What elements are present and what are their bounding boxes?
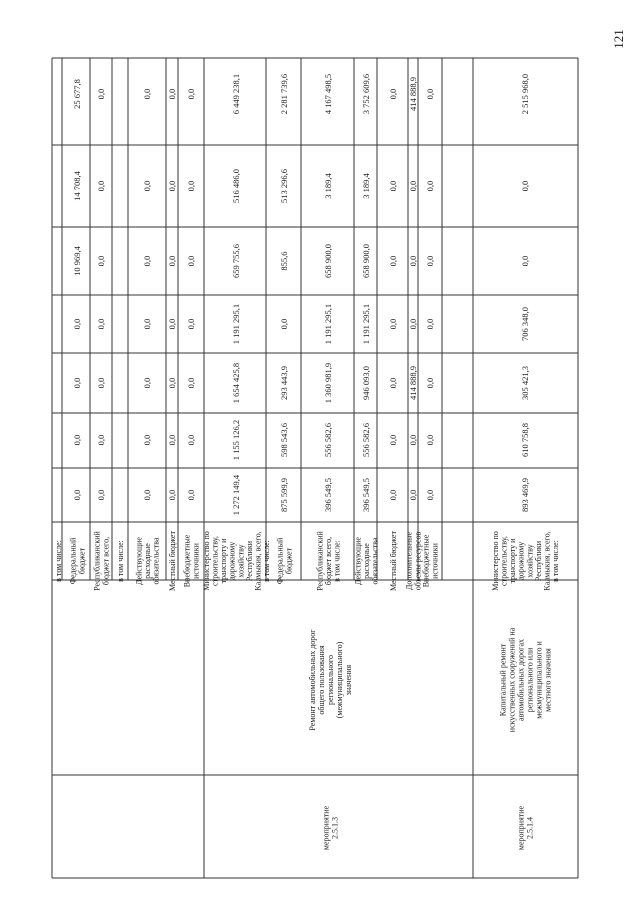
value-r9-3-line: 1 191 295,1 bbox=[323, 303, 333, 345]
value-r9-4-line: 1 360 981,9 bbox=[323, 362, 333, 404]
value-r5-4-line: 0,0 bbox=[167, 377, 177, 389]
source-label-r9 bbox=[315, 531, 341, 591]
value-r11-2 bbox=[388, 256, 398, 267]
value-r11-5-line: 0,0 bbox=[388, 434, 398, 446]
value-r11-2-line: 0,0 bbox=[388, 255, 398, 267]
value-r8-6-line: 875 599,9 bbox=[279, 478, 289, 512]
value-r9-6-line: 396 549,5 bbox=[323, 478, 333, 512]
value-r1-1 bbox=[72, 170, 82, 201]
value-r4-1-line: 0,0 bbox=[142, 180, 152, 192]
value-r11-3-line: 0,0 bbox=[388, 318, 398, 330]
value-r6-0-line: 0,0 bbox=[186, 88, 196, 100]
source-label-r10-line: обязательства bbox=[370, 537, 380, 585]
measure-name-2-5-1-4-line: искусственных сооружений на bbox=[507, 627, 517, 733]
value-r5-1 bbox=[167, 181, 177, 192]
source-label-r1-line: Федеральный bbox=[68, 537, 78, 585]
page-number-text: 121 bbox=[611, 29, 626, 49]
value-r5-0 bbox=[167, 89, 177, 100]
value-r7-0 bbox=[231, 74, 241, 114]
value-r9-4 bbox=[323, 363, 333, 403]
value-r12-3-line: 0,0 bbox=[408, 318, 418, 330]
value-r9-3 bbox=[323, 304, 333, 344]
source-label-r14-line: строительству, bbox=[499, 536, 509, 586]
value-r2-1 bbox=[96, 181, 106, 192]
measure-name-2-5-1-4-line: межмуниципального и bbox=[534, 641, 544, 719]
source-label-r6 bbox=[183, 534, 201, 587]
source-label-r14-line: Республики bbox=[533, 540, 543, 582]
value-r10-0-line: 3 752 609,6 bbox=[361, 73, 371, 115]
value-r12-1-line: 0,0 bbox=[408, 180, 418, 192]
source-label-r12-line: Дополнительные bbox=[404, 531, 414, 591]
value-r5-2 bbox=[167, 256, 177, 267]
value-r14-0-line: 2 515 968,0 bbox=[520, 73, 530, 115]
source-label-r0 bbox=[54, 540, 63, 582]
value-r2-0-line: 0,0 bbox=[96, 88, 106, 100]
source-label-r9-line: в том числе: bbox=[332, 540, 342, 582]
value-r1-5 bbox=[72, 435, 82, 446]
value-r6-3-line: 0,0 bbox=[186, 318, 196, 330]
measure-name-2-5-1-3-line: регионального bbox=[326, 654, 335, 706]
value-r2-5-line: 0,0 bbox=[96, 434, 106, 446]
source-label-r14-line: в том числе: bbox=[551, 540, 561, 582]
measure-code-2-5-1-4 bbox=[517, 805, 535, 850]
value-r4-6 bbox=[142, 490, 152, 501]
source-label-r14-line: хозяйству bbox=[525, 544, 535, 578]
source-label-r1 bbox=[69, 537, 87, 584]
value-r14-6-line: 893 469,9 bbox=[520, 478, 530, 512]
value-r10-6-line: 396 549,5 bbox=[361, 478, 371, 512]
value-r7-1-line: 516 486,0 bbox=[231, 169, 241, 203]
source-label-r14-line: дорожному bbox=[516, 541, 526, 581]
value-r7-2 bbox=[231, 244, 241, 278]
value-r14-4-line: 305 421,3 bbox=[520, 366, 530, 400]
value-r14-5 bbox=[520, 423, 530, 457]
value-r8-2 bbox=[279, 251, 289, 270]
value-r4-6-line: 0,0 bbox=[142, 489, 152, 501]
value-r12-0-line: 414 888,9 bbox=[408, 77, 418, 111]
value-r9-5 bbox=[323, 423, 333, 457]
value-r2-1-line: 0,0 bbox=[96, 180, 106, 192]
value-r1-3 bbox=[72, 319, 82, 330]
value-r14-6 bbox=[520, 478, 530, 512]
value-r10-4-line: 946 093,0 bbox=[361, 366, 371, 400]
value-r14-3-line: 706 348,0 bbox=[520, 307, 530, 341]
source-label-r12 bbox=[405, 532, 423, 591]
value-r1-4-line: 0,0 bbox=[72, 377, 82, 389]
value-r9-6 bbox=[323, 478, 333, 512]
source-label-r2-line: Республиканский bbox=[92, 531, 102, 591]
source-label-r3-line: в том числе: bbox=[116, 540, 125, 582]
value-r1-0-line: 25 677,8 bbox=[72, 79, 82, 109]
source-label-r9-line: Республиканский bbox=[315, 531, 325, 591]
value-r11-6-line: 0,0 bbox=[388, 489, 398, 501]
value-r7-0-line: 6 449 238,1 bbox=[231, 73, 241, 115]
value-r12-3 bbox=[408, 319, 418, 330]
value-r6-1 bbox=[186, 181, 196, 192]
value-r2-6 bbox=[96, 490, 106, 501]
value-r13-1 bbox=[425, 181, 435, 192]
value-r9-0-line: 4 167 498,5 bbox=[323, 73, 333, 115]
value-r2-3 bbox=[96, 319, 106, 330]
measure-name-2-5-1-3 bbox=[308, 629, 353, 731]
value-r4-4-line: 0,0 bbox=[142, 377, 152, 389]
value-r5-3-line: 0,0 bbox=[167, 318, 177, 330]
value-r2-2 bbox=[96, 256, 106, 267]
value-r12-5-line: 0,0 bbox=[408, 434, 418, 446]
measure-name-2-5-1-4 bbox=[499, 627, 553, 732]
source-label-r7-line: строительству, bbox=[210, 536, 220, 586]
value-r12-4-line: 414 888,9 bbox=[408, 366, 418, 400]
source-label-r7-line: Министерство по bbox=[201, 531, 211, 591]
value-r4-2-line: 0,0 bbox=[142, 255, 152, 267]
value-r14-5-line: 610 758,8 bbox=[520, 423, 530, 457]
source-label-r3 bbox=[116, 540, 125, 582]
value-r12-2-line: 0,0 bbox=[408, 255, 418, 267]
value-r7-3-line: 1 191 295,1 bbox=[231, 303, 241, 345]
source-label-r6-line: источники bbox=[191, 543, 201, 579]
value-r2-3-line: 0,0 bbox=[96, 318, 106, 330]
value-r11-3 bbox=[388, 319, 398, 330]
value-r5-6-line: 0,0 bbox=[167, 489, 177, 501]
measure-code-2-5-1-3-line: 2.5.1.3 bbox=[330, 817, 340, 839]
source-label-r14-line: Калмыкия, всего, bbox=[542, 531, 552, 591]
value-r10-2 bbox=[361, 244, 371, 278]
measure-code-2-5-1-3-line: мероприятие bbox=[321, 805, 331, 851]
source-label-r7-line: хозяйству bbox=[236, 544, 246, 578]
value-r4-3 bbox=[142, 319, 152, 330]
value-r10-4 bbox=[361, 366, 371, 400]
measure-name-2-5-1-3-line: Ремонт автомобильных дорог bbox=[308, 629, 317, 731]
value-r13-5-line: 0,0 bbox=[425, 434, 435, 446]
value-r8-0-line: 2 281 739,6 bbox=[279, 73, 289, 115]
measure-name-2-5-1-3-line: общего пользования bbox=[317, 645, 326, 715]
value-r12-4 bbox=[408, 366, 418, 400]
value-r6-5 bbox=[186, 435, 196, 446]
value-r10-6 bbox=[361, 478, 371, 512]
source-label-r7-line: Калмыкия, всего, bbox=[253, 531, 263, 591]
value-r13-5 bbox=[425, 435, 435, 446]
value-r5-1-line: 0,0 bbox=[167, 180, 177, 192]
value-r14-2 bbox=[520, 256, 530, 267]
source-label-r6-line: Внебюджетные bbox=[182, 534, 192, 588]
value-r5-6 bbox=[167, 490, 177, 501]
source-label-r2-line: бюджет всего, bbox=[101, 536, 111, 586]
value-r9-2-line: 658 900,0 bbox=[323, 244, 333, 278]
value-r5-5 bbox=[167, 435, 177, 446]
value-r1-6-line: 0,0 bbox=[72, 489, 82, 501]
measure-name-2-5-1-4-line: автомобильных дорогах bbox=[516, 639, 526, 721]
source-label-r1-line: бюджет bbox=[77, 547, 87, 575]
value-r10-5 bbox=[361, 423, 371, 457]
value-r2-6-line: 0,0 bbox=[96, 489, 106, 501]
value-r13-0 bbox=[425, 89, 435, 100]
value-r7-3 bbox=[231, 304, 241, 344]
value-r13-4-line: 0,0 bbox=[425, 377, 435, 389]
value-r2-4-line: 0,0 bbox=[96, 377, 106, 389]
value-r13-2-line: 0,0 bbox=[425, 255, 435, 267]
value-r1-5-line: 0,0 bbox=[72, 434, 82, 446]
value-r1-3-line: 0,0 bbox=[72, 318, 82, 330]
value-r1-6 bbox=[72, 490, 82, 501]
source-label-r11-line: Местный бюджет bbox=[389, 531, 398, 591]
value-r4-4 bbox=[142, 378, 152, 389]
value-r14-0 bbox=[520, 74, 530, 114]
value-r7-1 bbox=[231, 169, 241, 203]
value-r2-4 bbox=[96, 378, 106, 389]
value-r12-5 bbox=[408, 435, 418, 446]
value-r9-5-line: 556 582,6 bbox=[323, 423, 333, 457]
value-r6-2-line: 0,0 bbox=[186, 255, 196, 267]
value-r2-5 bbox=[96, 435, 106, 446]
value-r8-1 bbox=[279, 169, 289, 203]
value-r8-4-line: 293 443,9 bbox=[279, 366, 289, 400]
value-r14-4 bbox=[520, 366, 530, 400]
value-r6-4-line: 0,0 bbox=[186, 377, 196, 389]
value-r6-0 bbox=[186, 89, 196, 100]
value-r11-0-line: 0,0 bbox=[388, 88, 398, 100]
value-r7-4 bbox=[231, 363, 241, 403]
value-r8-1-line: 513 296,6 bbox=[279, 169, 289, 203]
value-r4-5-line: 0,0 bbox=[142, 434, 152, 446]
value-r13-1-line: 0,0 bbox=[425, 180, 435, 192]
source-label-r10 bbox=[353, 537, 379, 585]
value-r6-5-line: 0,0 bbox=[186, 434, 196, 446]
value-r9-0 bbox=[323, 74, 333, 114]
value-r12-1 bbox=[408, 181, 418, 192]
value-r5-0-line: 0,0 bbox=[167, 88, 177, 100]
value-r8-5-line: 598 543,6 bbox=[279, 423, 289, 457]
value-r5-3 bbox=[167, 319, 177, 330]
source-label-r4-line: Действующие bbox=[134, 537, 144, 585]
value-r13-4 bbox=[425, 378, 435, 389]
value-r2-0 bbox=[96, 89, 106, 100]
value-r1-0 bbox=[72, 79, 82, 109]
source-label-r4 bbox=[134, 537, 160, 585]
source-label-r8-line: бюджет bbox=[284, 547, 294, 575]
value-r8-5 bbox=[279, 423, 289, 457]
source-label-r7 bbox=[202, 531, 271, 591]
value-r7-2-line: 659 755,6 bbox=[231, 244, 241, 278]
value-r10-3 bbox=[361, 304, 371, 344]
value-r9-1-line: 3 189,4 bbox=[323, 173, 333, 199]
source-label-r4-line: обязательства bbox=[151, 537, 161, 585]
value-r4-1 bbox=[142, 181, 152, 192]
source-label-r7-line: транспорту и bbox=[219, 538, 229, 584]
value-r4-5 bbox=[142, 435, 152, 446]
source-label-r14 bbox=[491, 531, 560, 591]
value-r10-3-line: 1 191 295,1 bbox=[361, 303, 371, 345]
measure-name-2-5-1-3-line: значения bbox=[344, 664, 353, 696]
value-r6-4 bbox=[186, 378, 196, 389]
value-r8-6 bbox=[279, 478, 289, 512]
value-r11-4-line: 0,0 bbox=[388, 377, 398, 389]
value-r12-2 bbox=[408, 256, 418, 267]
value-r5-2-line: 0,0 bbox=[167, 255, 177, 267]
value-r1-1-line: 14 708,4 bbox=[72, 171, 82, 201]
value-r11-1-line: 0,0 bbox=[388, 180, 398, 192]
value-r12-6-line: 0,0 bbox=[408, 489, 418, 501]
value-r9-1 bbox=[323, 173, 333, 199]
value-r4-3-line: 0,0 bbox=[142, 318, 152, 330]
value-r13-2 bbox=[425, 256, 435, 267]
source-label-r12-line: объемы ресурсов bbox=[413, 531, 423, 591]
value-r8-4 bbox=[279, 366, 289, 400]
source-label-r9-line: бюджет всего, bbox=[324, 536, 333, 586]
value-r14-1 bbox=[520, 181, 530, 192]
source-label-r7-line: дорожному bbox=[227, 541, 237, 581]
value-r4-2 bbox=[142, 256, 152, 267]
value-r10-0 bbox=[361, 74, 371, 114]
value-r9-2 bbox=[323, 244, 333, 278]
measure-name-2-5-1-4-line: регионального или bbox=[525, 647, 535, 713]
value-r1-2-line: 10 969,4 bbox=[72, 246, 82, 276]
value-r11-1 bbox=[388, 181, 398, 192]
value-r8-2-line: 855,6 bbox=[279, 251, 289, 271]
value-r6-6 bbox=[186, 490, 196, 501]
value-r14-1-line: 0,0 bbox=[520, 180, 530, 192]
source-label-r10-line: Действующие bbox=[353, 537, 363, 585]
value-r10-1-line: 3 189,4 bbox=[361, 173, 371, 199]
source-label-r0-line: в том числе: bbox=[54, 540, 63, 582]
source-label-r7-line: Республики bbox=[244, 540, 254, 582]
value-r11-5 bbox=[388, 435, 398, 446]
source-label-r8-line: Федеральный bbox=[275, 537, 285, 585]
value-r5-5-line: 0,0 bbox=[167, 434, 177, 446]
value-r6-3 bbox=[186, 319, 196, 330]
source-label-r14-line: транспорту и bbox=[508, 538, 518, 584]
value-r10-2-line: 658 900,0 bbox=[361, 244, 371, 278]
source-label-r13 bbox=[422, 534, 440, 587]
value-r5-4 bbox=[167, 378, 177, 389]
source-label-r7-line: в том числе: bbox=[262, 540, 272, 582]
value-r4-0-line: 0,0 bbox=[142, 88, 152, 100]
value-r4-0 bbox=[142, 89, 152, 100]
value-r11-0 bbox=[388, 89, 398, 100]
measure-code-2-5-1-4-line: мероприятие bbox=[516, 805, 526, 851]
value-r13-0-line: 0,0 bbox=[425, 88, 435, 100]
value-r7-6 bbox=[231, 474, 241, 515]
value-r7-6-line: 1 272 149,4 bbox=[231, 474, 241, 516]
value-r11-6 bbox=[388, 490, 398, 501]
value-r6-6-line: 0,0 bbox=[186, 489, 196, 501]
value-r8-0 bbox=[279, 74, 289, 114]
measure-name-2-5-1-3-line: (межмуниципального) bbox=[335, 641, 344, 719]
value-r12-6 bbox=[408, 490, 418, 501]
source-label-r8 bbox=[276, 537, 294, 584]
source-label-r5 bbox=[168, 531, 177, 591]
value-r1-4 bbox=[72, 378, 82, 389]
source-label-r10-line: расходные bbox=[362, 543, 371, 579]
value-r6-1-line: 0,0 bbox=[186, 180, 196, 192]
value-r2-2-line: 0,0 bbox=[96, 255, 106, 267]
value-r6-2 bbox=[186, 256, 196, 267]
source-label-r13-line: Внебюджетные bbox=[421, 534, 431, 588]
source-label-r5-line: Местный бюджет bbox=[168, 531, 177, 591]
value-r10-5-line: 556 582,6 bbox=[361, 423, 371, 457]
value-r13-6-line: 0,0 bbox=[425, 489, 435, 501]
measure-name-2-5-1-4-line: Капитальный ремонт bbox=[498, 643, 508, 717]
measure-code-2-5-1-3 bbox=[322, 805, 340, 850]
value-r1-2 bbox=[72, 245, 82, 276]
measure-code-2-5-1-4-line: 2.5.1.4 bbox=[525, 817, 535, 839]
source-label-r2 bbox=[93, 531, 111, 591]
value-r13-6 bbox=[425, 490, 435, 501]
value-r7-5-line: 1 155 126,2 bbox=[231, 419, 241, 461]
source-label-r11 bbox=[389, 531, 398, 591]
value-r8-3-line: 0,0 bbox=[279, 318, 289, 330]
source-label-r4-line: расходные bbox=[143, 543, 152, 579]
value-r13-3-line: 0,0 bbox=[425, 318, 435, 330]
value-r12-0 bbox=[408, 77, 418, 111]
value-r13-3 bbox=[425, 319, 435, 330]
source-label-r13-line: источники bbox=[430, 543, 440, 579]
value-r7-4-line: 1 654 425,8 bbox=[231, 362, 241, 404]
value-r7-5 bbox=[231, 420, 241, 460]
measure-name-2-5-1-4-line: местного значения bbox=[543, 648, 553, 712]
value-r14-3 bbox=[520, 307, 530, 341]
source-label-r14-line: Министерство по bbox=[490, 531, 500, 591]
value-r11-4 bbox=[388, 378, 398, 389]
value-r10-1 bbox=[361, 173, 371, 199]
value-r8-3 bbox=[279, 319, 289, 330]
value-r14-2-line: 0,0 bbox=[520, 255, 530, 267]
